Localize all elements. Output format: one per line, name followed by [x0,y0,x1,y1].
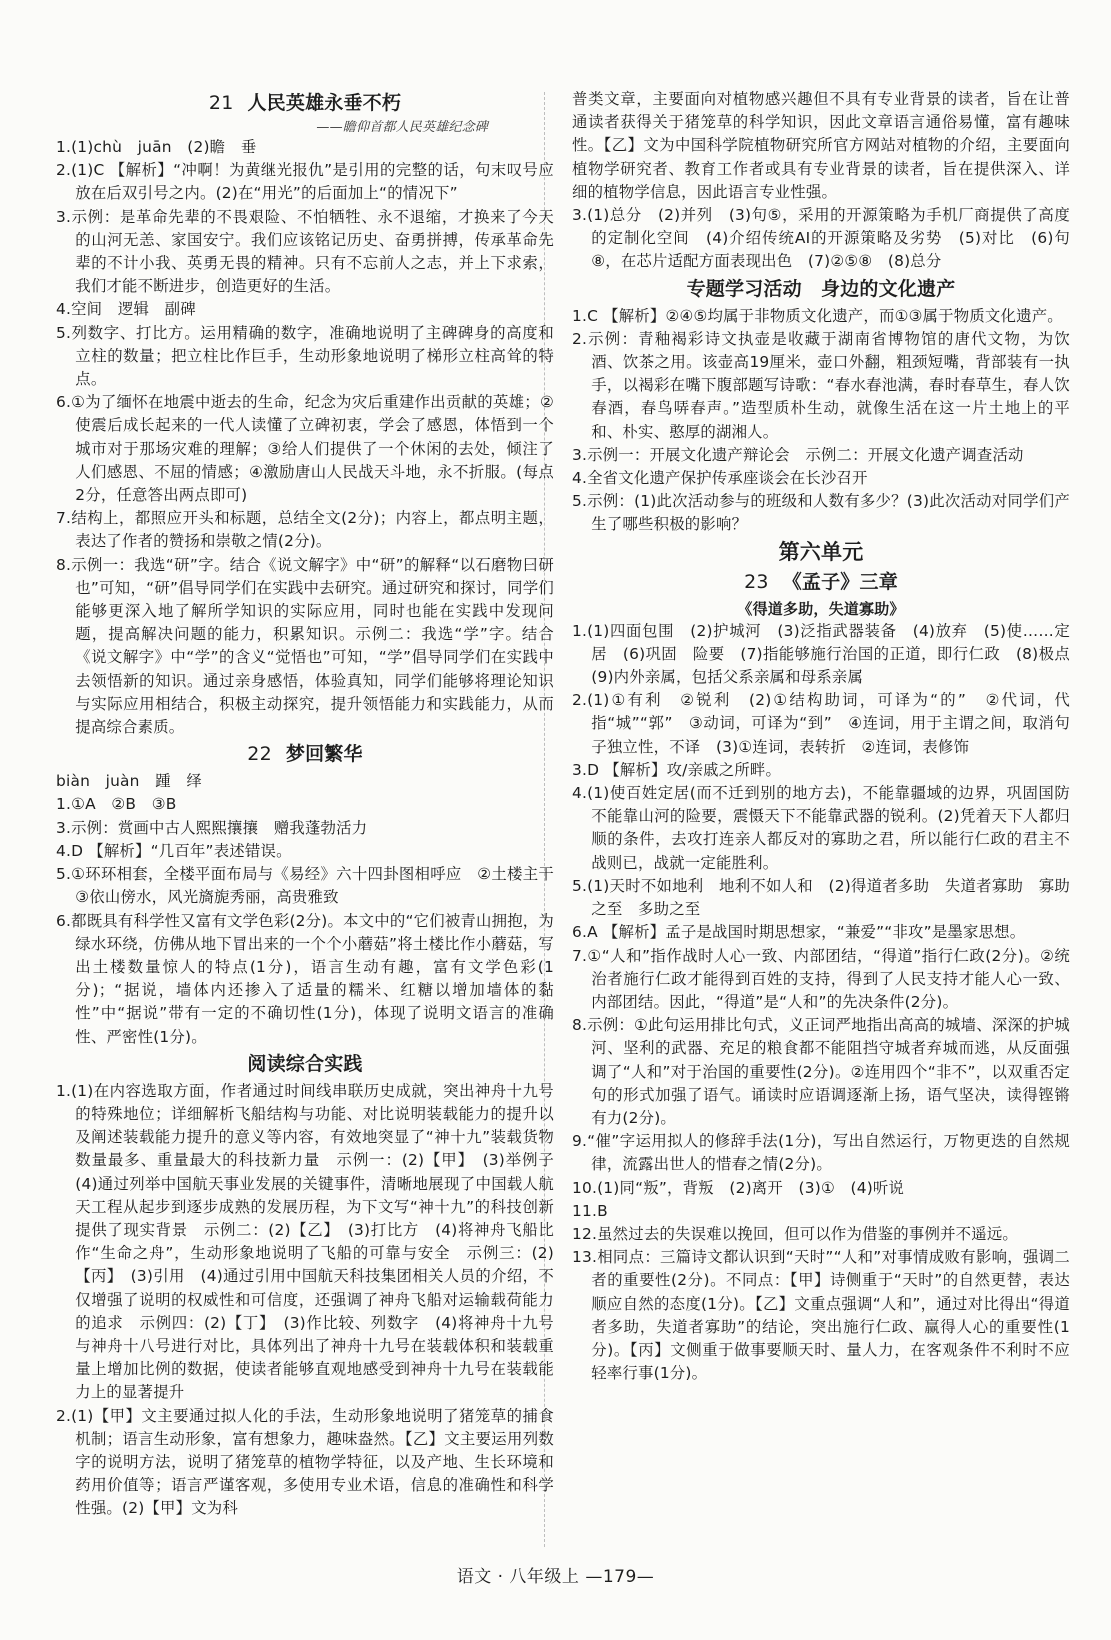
lesson-number: 22 [247,743,272,766]
answer-item: 10.(1)同“叛”，背叛 (2)离开 (3)① (4)听说 [572,1178,905,1197]
answer-item: 3.D 【解析】攻/亲戚之所畔。 [572,760,782,779]
reading-practice-title: 阅读综合实践 [247,1052,363,1075]
answer-item: 2.(1)【甲】文主要通过拟人化的手法，生动形象地说明了猪笼草的捕食机制；语言生动形象，富有想象力，趣味盎然。【乙】文主要运用列数字的说明方法，说明了猪笼草的植物学特征，以及产地、生长环境和药用价值等；语言严谨客观，多使用专业术语，信息的准确性和科学性强。(2)【甲】文为科 [56,1406,554,1518]
answer-item: 5.列数字、打比方。运用精确的数字，准确地说明了主碑碑身的高度和立柱的数量；把立柱比作巨手，生动形象地说明了梯形立柱高耸的特点。 [56,323,554,389]
answer-item: 7.①“人和”指作战时人心一致、内部团结，“得道”指行仁政(2分)。②统治者施行仁政才能得到百姓的支持，得到了人民支持才能人心一致、内部团结。因此，“得道”是“人和”的先决条件(2分)。 [572,946,1070,1011]
answer-item: 7.结构上，都照应开头和标题，总结全文(2分)；内容上，都点明主题，表达了作者的赞扬和崇敬之情(2分)。 [56,509,554,551]
answer-item: 3.示例一：开展文化遗产辩论会 示例二：开展文化遗产调查活动 [572,445,1024,464]
answer-item: 1.(1)在内容选取方面，作者通过时间线串联历史成就，突出神舟十九号的特殊地位；详细解析飞船结构与功能、对比说明装载能力的提升以及阐述装载能力提升的意义等内容，有效地突显了“神十九”装载货物数量最多、重量最大的科技新力量 示例一：(2)【甲】 (3)举例子 (4)通过列举中国航天事业发展的关键事件，清晰地展现了中国载人航天工程从起步到逐步成熟的发展历程，为下文写“神十九”的科技创新提供了现实背景 示例二：(2)【乙】 (3)打比方 (4)将神舟飞船比作“生命之舟”，生动形象地说明了飞船的可靠与安全 示例三：(2)【丙】 (3)引用 (4)通过引用中国航天科技集团相关人员的介绍，不仅增强了说明的权威性和可信度，还强调了神舟飞船对运输载荷能力的追求 示例四：(2)【丁】 (3)作比较、列数字 (4)将神舟十九号与神舟十八号进行对比，具体列出了神舟十九号在装载体积和装载重量上增加比例的数据，使读者能够直观地感受到神舟十九号在装载能力上的显著提升 [56,1081,570,1402]
answer-item: 3.示例：是革命先辈的不畏艰险、不怕牺牲、永不退缩，才换来了今天的山河无恙、家国安宁。我们应该铭记历史、奋勇拼搏，传承革命先辈的不计小我、英勇无畏的精神。只有不忘前人之志，并上下求索，我们才能不断进步，创造更好的生活。 [56,207,554,296]
left-column [56,88,570,1521]
answer-item: 5.①环环相套，全楼平面布局与《易经》六十四卦图相呼应 ②土楼主干 ③依山傍水，风光旖旎秀丽，高贵雅致 [56,865,570,907]
continued-text: 普类文章，主要面向对植物感兴趣但不具有专业背景的读者，旨在让普通读者获得关于猪笼草的科学知识，因此文章语言通俗易懂，富有趣味性。【乙】文为中国科学院植物研究所官方网站对植物的介绍，主要面向植物学研究者、教育工作者或具有专业背景的读者，旨在提供深入、详细的植物学信息，因此语言专业性强。 [572,90,1070,201]
answer-item: 9.“催”字运用拟人的修辞手法(1分)，写出自然运行，万物更迭的自然规律，流露出世人的惜春之情(2分)。 [572,1132,1070,1174]
lesson-21-subtitle: ——瞻仰首都人民英雄纪念碑 [316,120,488,135]
answer-item: 6.A 【解析】孟子是战国时期思想家，“兼爱”“非攻”是墨家思想。 [572,923,1026,942]
answer-item: 2.示例：青釉褐彩诗文执壶是收藏于湖南省博物馆的唐代文物，为饮酒、饮茶之用。该壶高19厘米，壶口外翻，粗颈短嘴，背部装有一执手，以褐彩在嘴下腹部题写诗歌：“春水春池满，春时春草生，春人饮春酒，春鸟哢春声。”造型质朴生动，就像生活在这一片土地上的平和、朴实、憨厚的湖湘人。 [572,329,1070,441]
answer-item: 2.(1)C 【解析】“冲啊！为黄继光报仇”是引用的完整的话，句末叹号应放在后双引号之内。(2)在“用光”的后面加上“的情况下” [56,161,554,203]
right-column [572,88,1086,1385]
answer-item: 8.示例：①此句运用排比句式，义正词严地指出高高的城墙、深深的护城河、坚利的武器、充足的粮食都不能阻挡守城者弃城而逃，从反面强调了“人和”对于治国的重要性(2分)。②连用四个“非不”，以双重否定句的形式加强了语气。诵读时应语调逐渐上扬，语气坚决，读得铿锵有力(2分)。 [572,1016,1070,1127]
answer-item: 13.相同点：三篇诗文都认识到“天时”“人和”对事情成败有影响，强调二者的重要性(2分)。不同点：【甲】诗侧重于“天时”的自然更替，表达顺应自然的态度(1分)。【乙】文重点强调“人和”，通过对比得出“得道者多助，失道者寡助”的结论，突出施行仁政、赢得人心的重要性(1分)。【丙】文侧重于做事要顺天时、量人力，在客观条件不利时不应轻率行事(1分)。 [572,1248,1070,1383]
answer-item: 11.B [572,1201,608,1220]
answer-item: 6.①为了缅怀在地震中逝去的生命，纪念为灾后重建作出贡献的英雄；②使震后成长起来的一代人读懂了立碑初衷，学会了感恩，体悟到一个城市对于那场灾难的理解；③给人们提供了一个休闲的去处，倾注了人们感恩、不屈的情感；④激励唐山人民战天斗地，永不折服。(每点2分，任意答出两点即可) [56,393,554,505]
answer-item: 4.全省文化遗产保护传承座谈会在长沙召开 [572,469,868,488]
answer-item: 3.示例：赏画中古人熙熙攘攘 赠我蓬勃活力 [56,818,368,837]
answer-item: 5.示例：(1)此次活动参与的班级和人数有多少？(3)此次活动对同学们产生了哪些积极的影响？ [572,492,1070,534]
lesson-name: 人民英雄永垂不朽 [247,92,402,114]
answer-item: 12.虽然过去的失误难以挽回，但可以作为借鉴的事例并不遥远。 [572,1224,1019,1243]
lesson-name: 《孟子》三章 [782,570,898,593]
page-footer: 语文 · 八年级上 —179— [456,1567,655,1587]
answer-item: 3.(1)总分 (2)并列 (3)句⑤，采用的开源策略为手机厂商提供了高度的定制化空间 (4)介绍传统AI的开源策略及劣势 (5)对比 (6)句⑧，在芯片适配方面表现出色 (7)②⑤⑧ (8)总分 [572,206,1070,271]
answer-item: 4.空间 逻辑 副碑 [56,300,196,319]
lesson-22-title [56,739,554,770]
answer-item: 8.示例一：我选“研”字。结合《说文解字》中“研”的解释“以石磨物曰研也”可知，“研”倡导同学们在实践中去研究。通过研究和探讨，同学们能够更深入地了解所学知识的实际应用，同时也能在实践中发现问题，提高解决问题的能力，积累知识。示例二：我选“学”字。结合《说文解字》中“学”的含义“觉悟也”可知，“学”倡导同学们在实践中去领悟新的知识。通过亲身感悟，体验真知，同学们能够将理论知识与实际应用相结合，积极主动探究，提升领悟能力和实践能力，从而提高综合素质。 [56,555,554,737]
answer-item: 1.C 【解析】②④⑤均属于非物质文化遗产，而①③属于物质文化遗产。 [572,306,1063,325]
answer-item: 6.都既具有科学性又富有文学色彩(2分)。本文中的“它们被青山拥抱，为绿水环绕，仿佛从地下冒出来的一个个小蘑菇”将土楼比作小蘑菇，写出土楼数量惊人的特点(1分)，语言生动有趣，富有文学色彩(1分)；“据说，墙体内还掺入了适量的糯米、红糖以增加墙体的黏性”中“据说”带有一定的不确切性(1分)，体现了说明文语言的准确性、严密性(1分)。 [56,911,554,1046]
answer-item: 4.(1)使百姓定居(而不迁到别的地方去)，不能靠疆域的边界，巩固国防不能靠山河的险要，震慑天下不能靠武器的锐利。(2)凭着天下人都归顺的条件，去攻打连亲人都反对的寡助之君，所以能行仁政的君主不战则已，战就一定能胜利。 [572,784,1070,872]
lesson-name: 梦回繁华 [285,743,363,766]
answer-item: 4.D 【解析】“几百年”表述错误。 [56,841,292,860]
answer-item: 1.(1)四面包围 (2)护城河 (3)泛指武器装备 (4)放弃 (5)使……定居 (6)巩固 险要 (7)指能够施行治国的正道，即行仁政 (8)极点 (9)内外亲属，包括父系亲属和母系亲属 [572,621,1086,687]
lesson-21-title [56,88,554,119]
heritage-activity-title: 专题学习活动 身边的文化遗产 [686,277,956,300]
answer-item: 5.(1)天时不如地利 地利不如人和 (2)得道者多助 失道者寡助 寡助之至 多助之至 [572,876,1070,919]
lesson-number: 23 [744,570,769,593]
answer-item: 1.①A ②B ③B [56,795,177,814]
lesson-23-subheading: 《得道多助，失道寡助》 [737,599,905,618]
pinyin-line: biàn juàn 踵 绎 [56,772,203,791]
answer-item: 2.(1)①有利 ②锐利 (2)①结构助词，可译为“的” ②代词，代指“城”“郭” ③动词，可译为“到” ④连词，用于主谓之间，取消句子独立性，不译 (3)①连词，表转折 ②连词，表修饰 [572,691,1070,756]
lesson-23-title [572,567,1070,598]
lesson-number: 21 [208,92,234,114]
unit-6-title: 第六单元 [778,538,864,564]
answer-item: 1.(1)chù juān (2)瞻 垂 [56,138,257,156]
